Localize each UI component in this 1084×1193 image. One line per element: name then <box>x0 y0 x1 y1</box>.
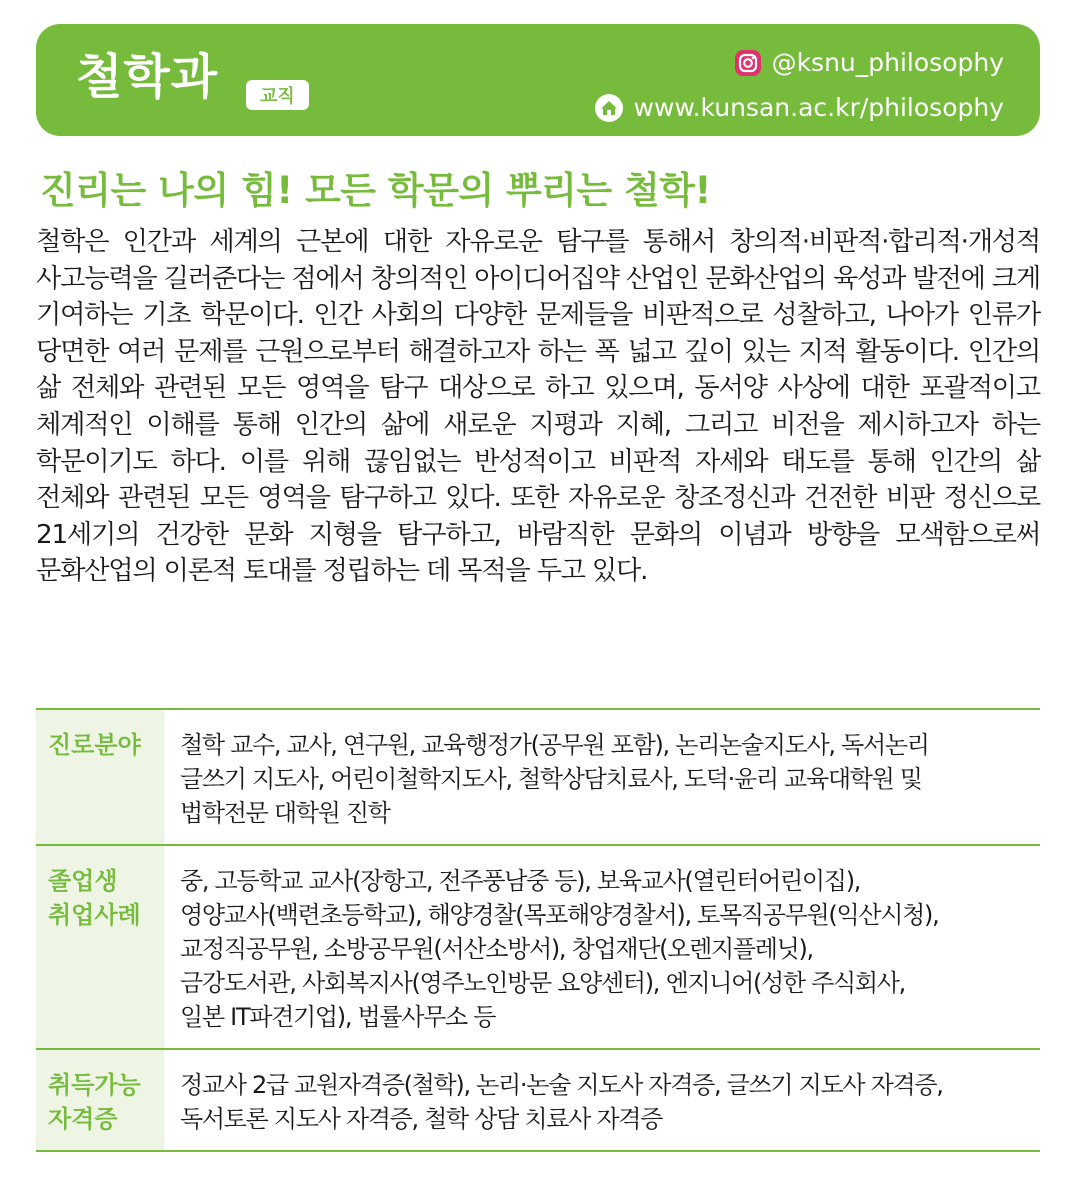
info-table <box>36 708 1040 1152</box>
table-row-certificates <box>36 1049 1040 1151</box>
department-tag: 교직 <box>246 80 309 110</box>
instagram-icon <box>734 49 762 77</box>
instagram-row[interactable] <box>594 40 1004 85</box>
department-title: 철학과 <box>76 49 219 105</box>
certificates-value: 정교사 2급 교원자격증(철학), 논리·논술 지도사 자격증, 글쓰기 지도사 자격증, 독서토론 지도사 자격증, 철학 상담 치료사 자격증 <box>180 1071 943 1133</box>
table-row-graduates <box>36 845 1040 1049</box>
home-icon <box>594 93 624 123</box>
graduates-value: 중, 고등학교 교사(장항고, 전주풍남중 등), 보육교사(열린터어린이집), 영양교사(백련초등학교), 해양경찰(목포해양경찰서), 토목직공무원(익산시청), 교정직공무원, 소방공무원(서산소방서), 창업재단(오렌지플레닛), 금강도서관, 사회복지사(영주노인방문 요양센터), 엔지니어(성한 주식회사, 일본 IT파견기업), 법률사무소 등 <box>180 867 939 1031</box>
intro-paragraph: 철학은 인간과 세계의 근본에 대한 자유로운 탐구를 통해서 창의적·비판적·합리적·개성적 사고능력을 길러준다는 점에서 창의적인 아이디어집약 산업인 문화산업의 육성과 발전에 크게 기여하는 기초 학문이다. 인간 사회의 다양한 문제들을 비판적으로 성찰하고, 나아가 인류가 당면한 여러 문제를 근원으로부터 해결하고자 하는 폭 넓고 깊이 있는 지적 활동이다. 인간의 삶 전체와 관련된 모든 영역을 탐구 대상으로 하고 있으며, 동서양 사상에 대한 포괄적이고 체계적인 이해를 통해 인간의 삶에 새로운 지평과 지혜, 그리고 비전을 제시하고자 하는 학문이기도 하다. 이를 위해 끊임없는 반성적이고 비판적 자세와 태도를 통해 인간의 삶 전체와 관련된 모든 영역을 탐구하고 있다. 또한 자유로운 창조정신과 건전한 비판 정신으로 21세기의 건강한 문화 지형을 탐구하고, 바람직한 문화의 이념과 방향을 모색함으로써 문화산업의 이론적 토대를 정립하는 데 목적을 두고 있다. <box>36 227 1040 587</box>
career-value: 철학 교수, 교사, 연구원, 교육행정가(공무원 포함), 논리논술지도사, 독서논리 글쓰기 지도사, 어린이철학지도사, 철학상담치료사, 도덕·윤리 교육대학원 및 법학전문 대학원 진학 <box>180 731 929 827</box>
website-row[interactable] <box>594 85 1004 130</box>
career-label: 진로분야 <box>36 709 164 845</box>
table-row-career <box>36 709 1040 845</box>
contact-info <box>594 40 1004 130</box>
graduates-label: 졸업생 취업사례 <box>36 845 164 1049</box>
headline: 진리는 나의 힘! 모든 학문의 뿌리는 철학! <box>40 169 711 212</box>
certificates-label: 취득가능 자격증 <box>36 1049 164 1151</box>
website-url[interactable]: www.kunsan.ac.kr/philosophy <box>633 93 1004 122</box>
instagram-handle[interactable]: @ksnu_philosophy <box>771 48 1004 77</box>
header-banner <box>36 24 1040 136</box>
